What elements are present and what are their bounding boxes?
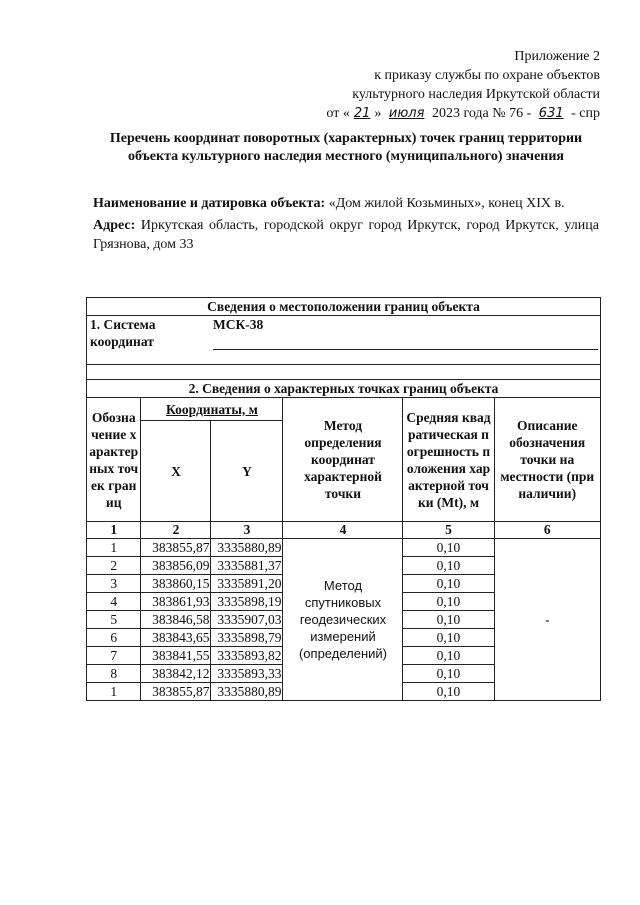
- point-number: 7: [87, 647, 141, 665]
- spacer-row: [87, 365, 601, 380]
- header-description: Описание обозначения точки на местности (при наличии): [494, 398, 601, 522]
- point-number: 6: [87, 629, 141, 647]
- annex-date-end: - спр: [571, 106, 600, 121]
- point-x: 383855,87: [141, 539, 211, 557]
- point-number: 4: [87, 593, 141, 611]
- header-coords: Координаты, м: [141, 398, 283, 421]
- annex-date-prefix: от «: [326, 106, 350, 121]
- point-error: 0,10: [403, 539, 494, 557]
- col-number-2: 2: [141, 522, 211, 539]
- point-x: 383860,15: [141, 575, 211, 593]
- point-y: 3335907,03: [211, 611, 283, 629]
- point-y: 3335898,79: [211, 629, 283, 647]
- description-cell: -: [494, 539, 601, 701]
- object-address-label: Адрес:: [93, 218, 136, 233]
- annex-day: 21: [353, 106, 371, 121]
- annex-header: [326, 47, 600, 123]
- annex-line-1: Приложение 2: [514, 49, 600, 64]
- header-y: Y: [211, 421, 283, 522]
- point-x: 383841,55: [141, 647, 211, 665]
- object-name: [93, 194, 599, 213]
- point-x: 383856,09: [141, 557, 211, 575]
- section-title-row: [87, 298, 601, 316]
- points-title-row: [87, 380, 601, 398]
- document-title: Перечень координат поворотных (характерных) точек границ территории объекта культурного наследия местного (муниципального) значения: [109, 131, 583, 164]
- annex-month: июля: [388, 106, 425, 121]
- point-y: 3335893,33: [211, 665, 283, 683]
- col-number-5: 5: [403, 522, 494, 539]
- col-number-6: 6: [494, 522, 601, 539]
- point-error: 0,10: [403, 593, 494, 611]
- annex-line-3: культурного наследия Иркутской области: [352, 87, 600, 102]
- object-address-value: Иркутская область, городской округ город Иркутск, город Иркутск, улица Грязнова, дом 33: [93, 218, 599, 252]
- point-y: 3335880,89: [211, 683, 283, 701]
- point-error: 0,10: [403, 683, 494, 701]
- point-error: 0,10: [403, 665, 494, 683]
- header-method: Метод определения координат характерной точки: [283, 398, 403, 522]
- point-x: 383842,12: [141, 665, 211, 683]
- point-number: 5: [87, 611, 141, 629]
- annex-date-mid: »: [374, 106, 382, 121]
- header-error: Средняя квадратическая погрешность положения характерной точки (Mt), м: [403, 398, 494, 522]
- point-y: 3335898,19: [211, 593, 283, 611]
- point-x: 383846,58: [141, 611, 211, 629]
- point-error: 0,10: [403, 647, 494, 665]
- point-error: 0,10: [403, 629, 494, 647]
- annex-number: 631: [538, 106, 564, 121]
- object-info: [93, 194, 599, 257]
- coordinate-system-cell: [211, 316, 601, 365]
- spacer-cell: [87, 365, 601, 380]
- object-address: [93, 216, 599, 254]
- coordinate-system-row: [87, 316, 601, 365]
- point-number: 2: [87, 557, 141, 575]
- point-number: 1: [87, 539, 141, 557]
- point-x: 383861,93: [141, 593, 211, 611]
- coordinate-system-underline: [213, 335, 598, 350]
- col-number-4: 4: [283, 522, 403, 539]
- point-number: 3: [87, 575, 141, 593]
- point-number: 1: [87, 683, 141, 701]
- method-cell: Метод спутниковых геодезических измерений (определений): [283, 539, 403, 701]
- header-x: X: [141, 421, 211, 522]
- point-y: 3335880,89: [211, 539, 283, 557]
- object-name-label: Наименование и датировка объекта:: [93, 196, 326, 211]
- point-y: 3335881,37: [211, 557, 283, 575]
- annex-line-4: [326, 104, 600, 123]
- point-error: 0,10: [403, 575, 494, 593]
- coordinate-system-value: МСК-38: [212, 317, 264, 332]
- point-x: 383855,87: [141, 683, 211, 701]
- point-x: 383843,65: [141, 629, 211, 647]
- annex-date-suffix: 2023 года № 76 -: [431, 106, 532, 121]
- points-title: 2. Сведения о характерных точках границ объекта: [87, 380, 601, 398]
- point-y: 3335891,20: [211, 575, 283, 593]
- point-y: 3335893,82: [211, 647, 283, 665]
- col-number-3: 3: [211, 522, 283, 539]
- point-error: 0,10: [403, 611, 494, 629]
- table-row: [87, 539, 601, 557]
- point-error: 0,10: [403, 557, 494, 575]
- col-number-1: 1: [87, 522, 141, 539]
- coordinate-system-label: 1. Система координат: [87, 316, 211, 365]
- header-designation: Обозначение характерных точек границ: [87, 398, 141, 522]
- object-name-value: «Дом жилой Козьминых», конец XIX в.: [328, 196, 565, 211]
- header-row-1: [87, 398, 601, 421]
- annex-line-2: к приказу службы по охране объектов: [374, 68, 600, 83]
- point-number: 8: [87, 665, 141, 683]
- section-title: Сведения о местоположении границ объекта: [87, 298, 601, 316]
- column-numbers-row: [87, 522, 601, 539]
- coordinates-table: [86, 297, 601, 701]
